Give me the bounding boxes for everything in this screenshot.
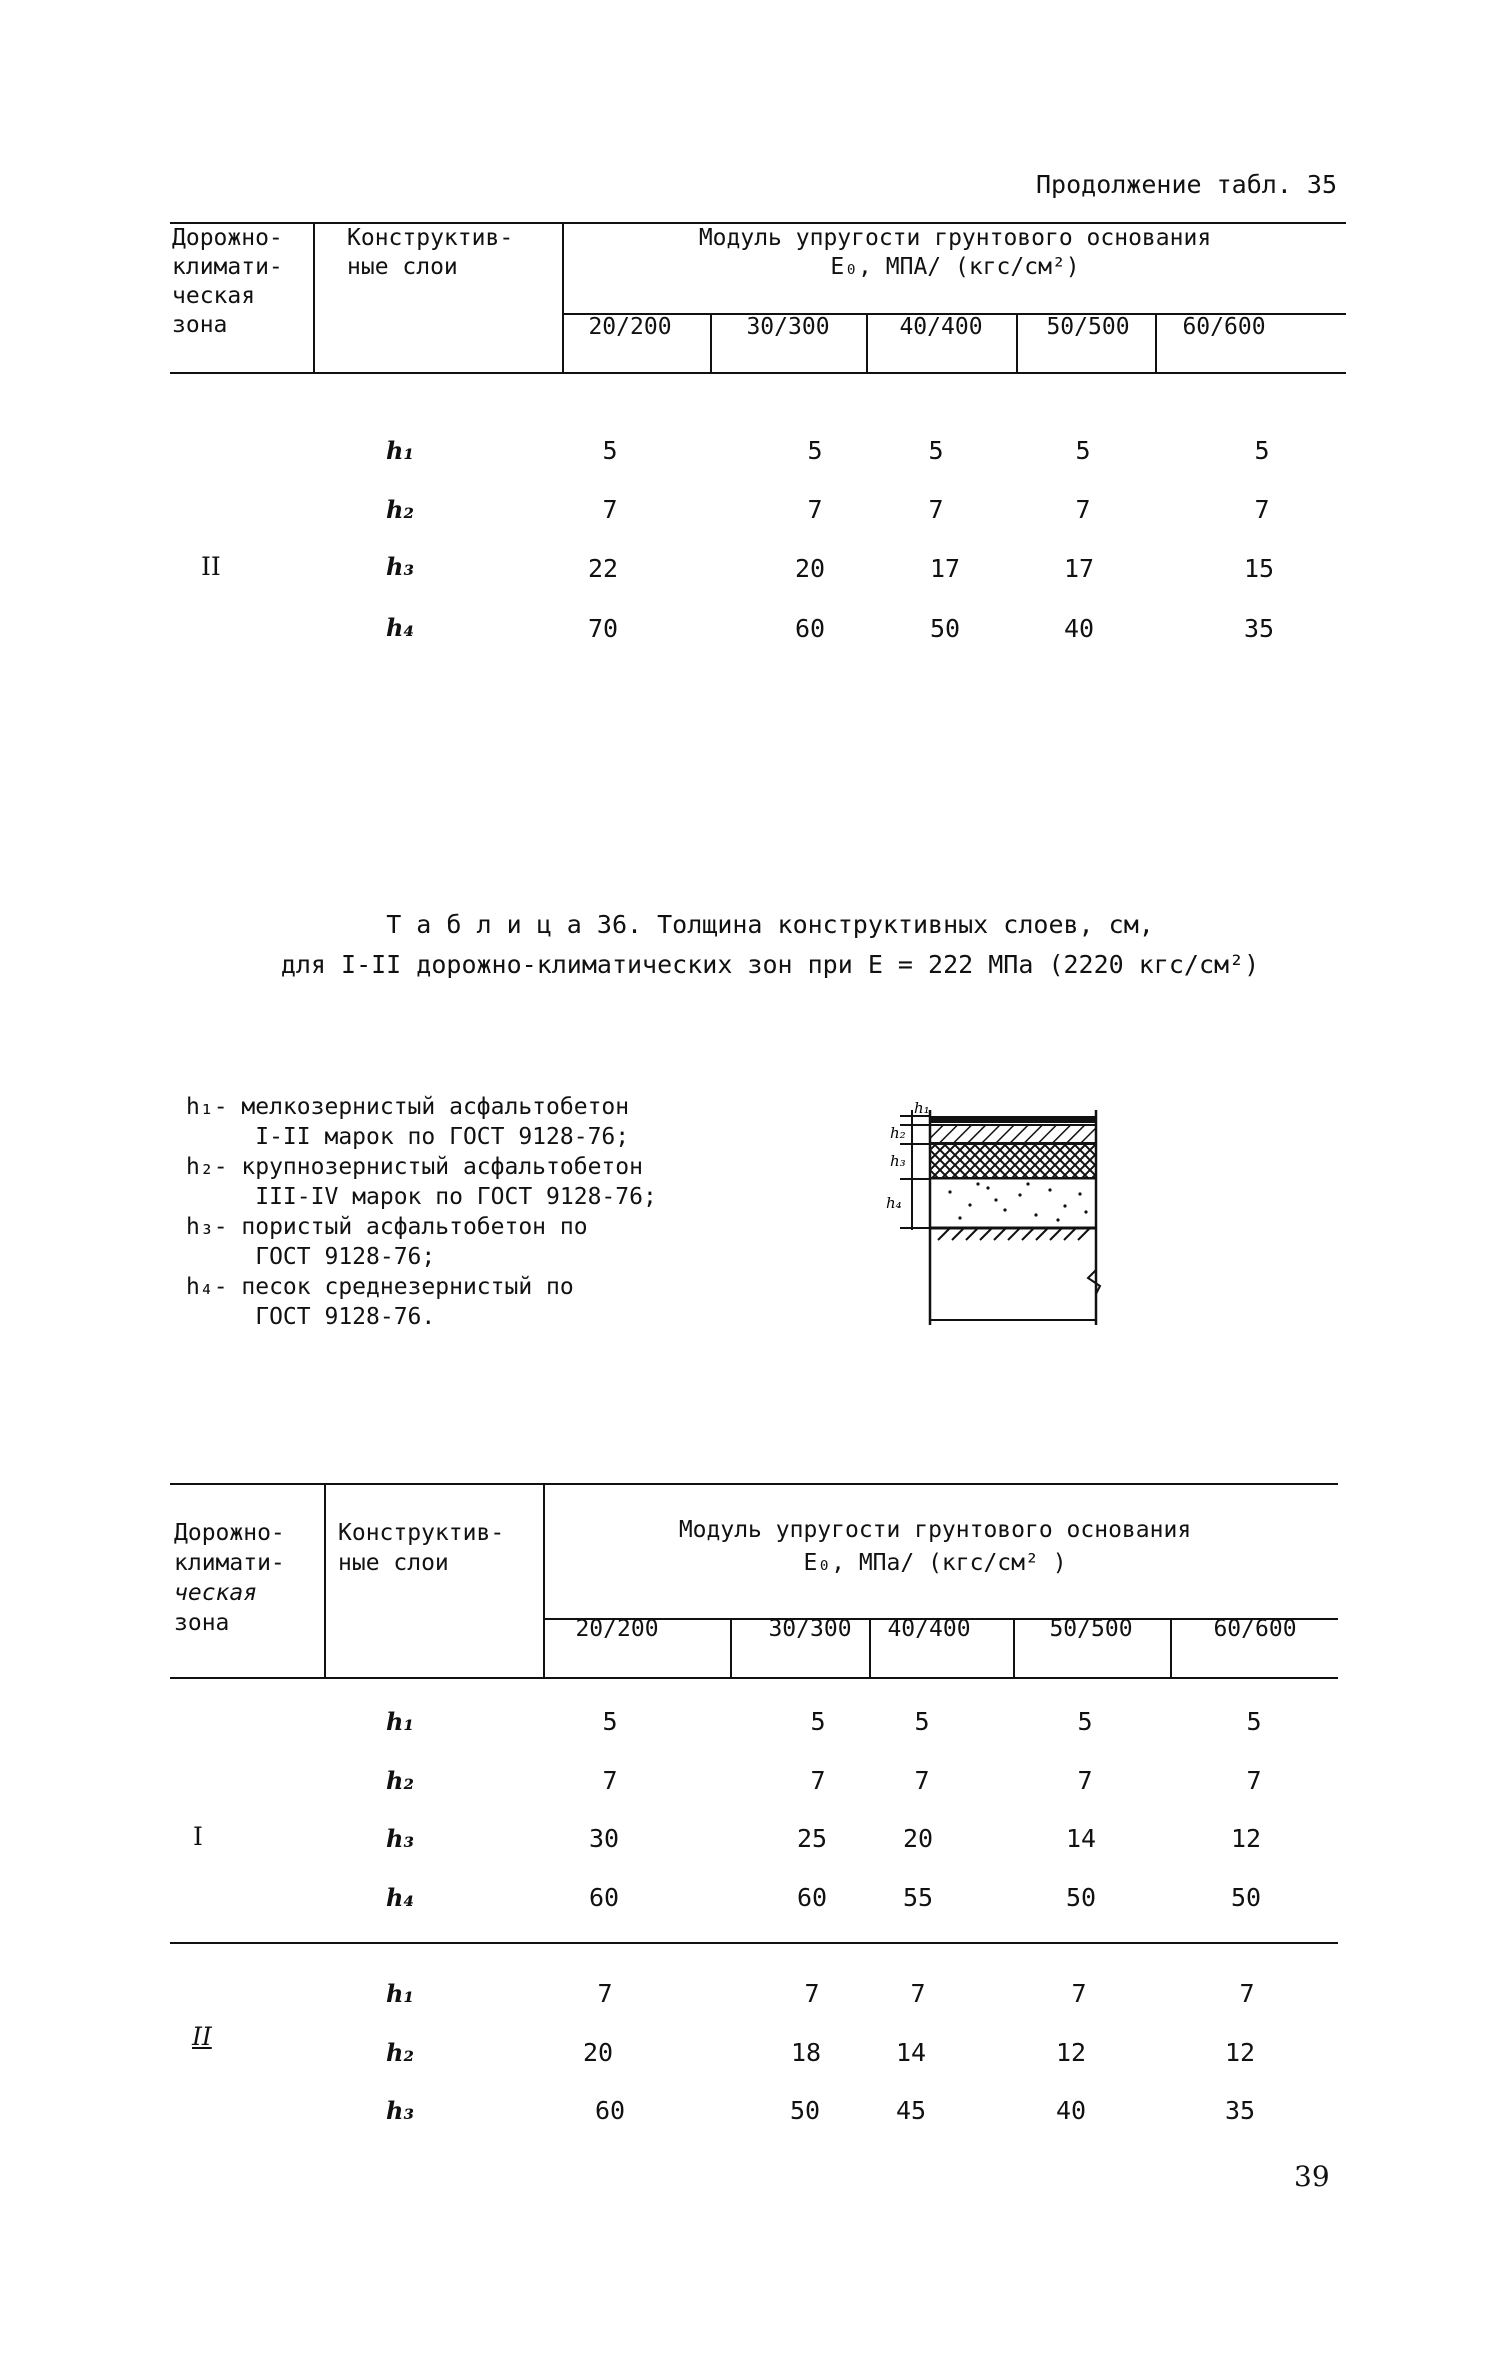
- table-cell: 20: [794, 554, 826, 583]
- layer-label: h₂: [386, 495, 414, 524]
- table-cell: 40: [1063, 614, 1095, 643]
- table-cell: 14: [895, 2038, 927, 2067]
- table35-divider: [1155, 313, 1157, 372]
- table-cell: 5: [807, 436, 823, 465]
- table36-divider: [869, 1618, 871, 1677]
- break-mark: [1088, 1270, 1100, 1294]
- subgrade-hatch: [938, 1228, 1090, 1240]
- legend-line: h₂- крупнозернистый асфальтобетон: [186, 1154, 643, 1180]
- column-header: 60/600: [1213, 1616, 1297, 1642]
- layer-label: h₄: [386, 1883, 414, 1912]
- table-cell: 5: [1077, 1707, 1093, 1736]
- layer-label: h₄: [386, 613, 414, 642]
- table-cell: 60: [794, 614, 826, 643]
- table-cell: 7: [1254, 495, 1270, 524]
- table36-divider: [730, 1618, 732, 1677]
- table-cell: 60: [594, 2096, 626, 2125]
- table-cell: 45: [895, 2096, 927, 2125]
- table-cell: 14: [1065, 1824, 1097, 1853]
- table-cell: 7: [910, 1979, 926, 2008]
- table-cell: 60: [796, 1883, 828, 1912]
- table36-divider: [324, 1483, 326, 1677]
- table36-header-bottom-rule: [170, 1677, 1338, 1679]
- table-cell: 70: [587, 614, 619, 643]
- column-header: 30/300: [746, 314, 830, 340]
- table-cell: 12: [1230, 1824, 1262, 1853]
- table-cell: 12: [1224, 2038, 1256, 2067]
- table-cell: 20: [902, 1824, 934, 1853]
- table36-top-rule: [170, 1483, 1338, 1485]
- table-cell: 5: [810, 1707, 826, 1736]
- column-header: 50/500: [1049, 1616, 1133, 1642]
- table-cell: 7: [914, 1766, 930, 1795]
- layers-header: Конструктив- ные слои: [338, 1520, 505, 1576]
- table36-divider: [543, 1483, 545, 1677]
- table-cell: 7: [804, 1979, 820, 2008]
- legend-line: h₃- пористый асфальтобетон по: [186, 1214, 588, 1240]
- table-cell: 20: [582, 2038, 614, 2067]
- table-cell: 5: [1246, 1707, 1262, 1736]
- layer-h4-sand: [930, 1179, 1096, 1227]
- table-cell: 5: [914, 1707, 930, 1736]
- table-cell: 50: [1230, 1883, 1262, 1912]
- continuation-caption: Продолжение табл. 35: [1036, 170, 1338, 199]
- column-header: 40/400: [899, 314, 983, 340]
- table-cell: 5: [1254, 436, 1270, 465]
- table35-divider: [866, 313, 868, 372]
- table-cell: 17: [1063, 554, 1095, 583]
- table36-divider: [1013, 1618, 1015, 1677]
- table35-header-bottom-rule: [170, 372, 1346, 374]
- legend-line: III-IV марок по ГОСТ 9128-76;: [186, 1184, 657, 1210]
- layer-h3-porous-asphalt: [930, 1144, 1096, 1178]
- layer-h1-fine-asphalt: [930, 1116, 1096, 1123]
- table-cell: 50: [929, 614, 961, 643]
- zone-label: II: [201, 552, 221, 581]
- legend-line: h₄- песок среднезернистый по: [186, 1274, 574, 1300]
- table-cell: 7: [810, 1766, 826, 1795]
- layer-label: h₃: [386, 2096, 414, 2125]
- table-cell: 7: [807, 495, 823, 524]
- table-cell: 22: [587, 554, 619, 583]
- modulus-header: Модуль упругости грунтового основания E₀, МПА/ (кгс/см²): [698, 225, 1212, 280]
- table-cell: 5: [928, 436, 944, 465]
- table-cell: 15: [1243, 554, 1275, 583]
- page-number: 39: [1294, 2160, 1330, 2193]
- table36-title: [281, 905, 1259, 985]
- table-cell: 55: [902, 1883, 934, 1912]
- table-cell: 35: [1243, 614, 1275, 643]
- table-cell: 5: [602, 1707, 618, 1736]
- table36-title-line1: Т а б л и ц а 36. Толщина конструктивных слоев, см,: [386, 910, 1154, 939]
- layer-label: h₁: [386, 436, 414, 465]
- layer-legend: [186, 1092, 657, 1332]
- table-cell: 7: [928, 495, 944, 524]
- column-header: 30/300: [768, 1616, 852, 1642]
- table-cell: 7: [1075, 495, 1091, 524]
- zone-header: Дорожно- климати- ческая зона: [172, 225, 283, 338]
- layer-label: h₁: [386, 1707, 414, 1736]
- table35-divider: [313, 222, 315, 372]
- table36-divider: [1170, 1618, 1172, 1677]
- table-cell: 50: [1065, 1883, 1097, 1912]
- legend-line: I-II марок по ГОСТ 9128-76;: [186, 1124, 630, 1150]
- table-cell: 12: [1055, 2038, 1087, 2067]
- layer-label: h₂: [386, 1766, 414, 1795]
- modulus-header: Модуль упругости грунтового основания E₀, МПа/ (кгс/см² ): [678, 1517, 1192, 1576]
- zone-header: Дорожно- климати- ческая зона: [174, 1520, 285, 1636]
- column-header: 20/200: [588, 314, 672, 340]
- diagram-label-h2: h₂: [890, 1124, 906, 1142]
- table-cell: 7: [602, 1766, 618, 1795]
- table-cell: 35: [1224, 2096, 1256, 2125]
- table-cell: 5: [602, 436, 618, 465]
- diagram-label-h3: h₃: [890, 1152, 906, 1170]
- layer-label: h₃: [386, 552, 414, 581]
- layer-label: h₁: [386, 1979, 414, 2008]
- table-cell: 18: [790, 2038, 822, 2067]
- legend-line: h₁- мелкозернистый асфальтобетон: [186, 1094, 630, 1120]
- column-header: 60/600: [1182, 314, 1266, 340]
- pavement-layers-diagram: [860, 1080, 1160, 1340]
- layer-label: h₂: [386, 2038, 414, 2067]
- column-header: 20/200: [575, 1616, 659, 1642]
- table36-title-line2: для I-II дорожно-климатических зон при E = 222 МПа (2220 кгс/см²): [280, 950, 1260, 979]
- legend-line: ГОСТ 9128-76;: [186, 1244, 436, 1270]
- layers-header: Конструктив- ные слои: [347, 225, 514, 280]
- column-header: 40/400: [887, 1616, 971, 1642]
- table-cell: 7: [1077, 1766, 1093, 1795]
- layer-h2-coarse-asphalt: [930, 1125, 1096, 1143]
- table-cell: 7: [1071, 1979, 1087, 2008]
- diagram-label-h4: h₄: [886, 1194, 902, 1212]
- table-cell: 17: [929, 554, 961, 583]
- table-cell: 5: [1075, 436, 1091, 465]
- column-header: 50/500: [1046, 314, 1130, 340]
- table-cell: 50: [789, 2096, 821, 2125]
- table-cell: 7: [1246, 1766, 1262, 1795]
- table35-divider: [562, 222, 564, 372]
- table-cell: 60: [588, 1883, 620, 1912]
- layer-label: h₃: [386, 1824, 414, 1853]
- table-cell: 7: [602, 495, 618, 524]
- table-cell: 30: [588, 1824, 620, 1853]
- table35-divider: [710, 313, 712, 372]
- table-cell: 25: [796, 1824, 828, 1853]
- table-cell: 7: [597, 1979, 613, 2008]
- diagram-label-h1: h₁: [914, 1099, 930, 1117]
- zone-label: II: [192, 2022, 212, 2051]
- legend-line: ГОСТ 9128-76.: [186, 1304, 436, 1330]
- zone-label: I: [193, 1822, 203, 1851]
- table-cell: 40: [1055, 2096, 1087, 2125]
- zone-separator-rule: [170, 1942, 1338, 1944]
- table-cell: 7: [1239, 1979, 1255, 2008]
- table35-divider: [1016, 313, 1018, 372]
